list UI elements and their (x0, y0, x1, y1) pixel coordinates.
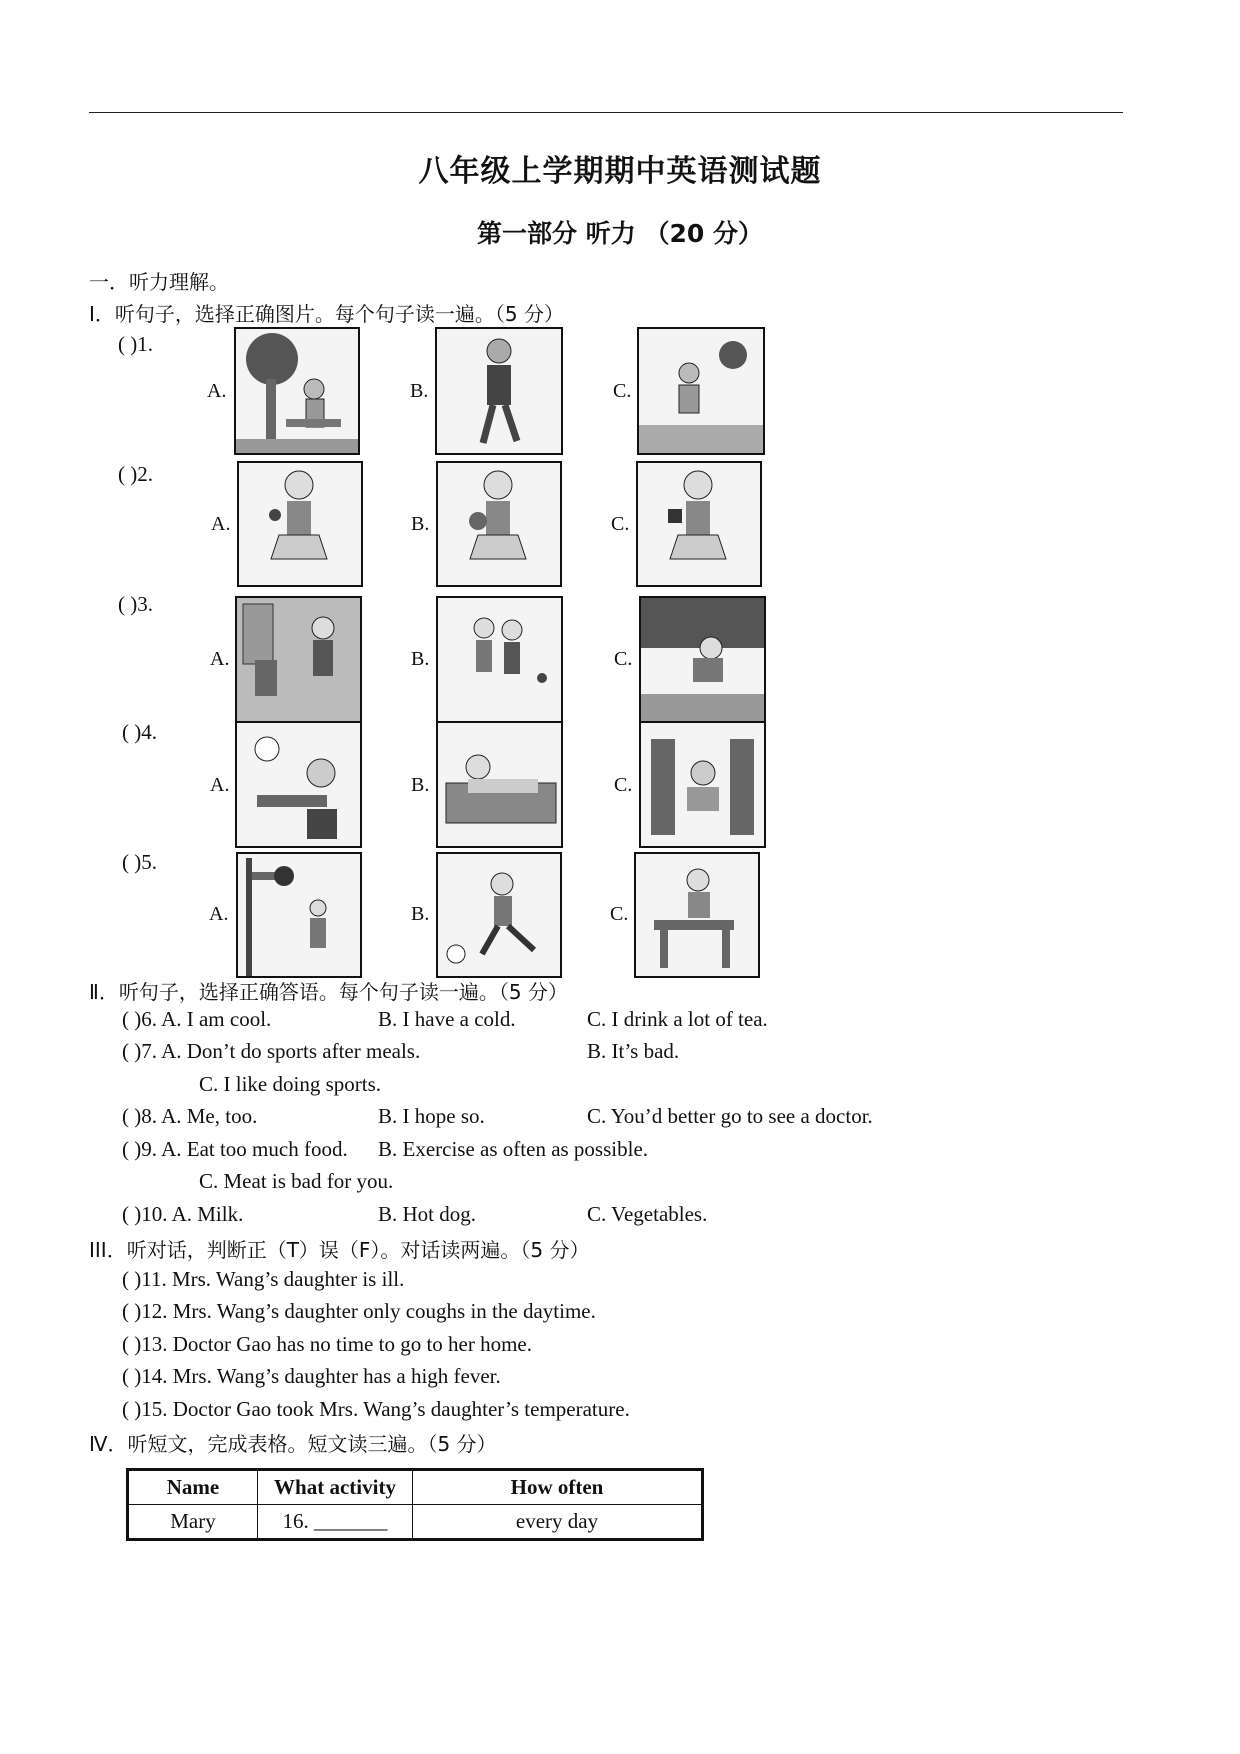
picture-boy-post-office (235, 596, 362, 723)
activity-table (126, 1468, 704, 1541)
picture-girl-window-reading (639, 721, 766, 848)
q10-option-a: ( )10. A. Milk. (122, 1202, 244, 1226)
option-label: A. (211, 513, 231, 535)
q6-option-b: B. I have a cold. (378, 1007, 516, 1031)
page-title: 八年级上学期期中英语测试题 (418, 154, 822, 189)
part1-heading: Ⅰ．听句子，选择正确图片。每个句子读一遍。（5 分） (89, 302, 564, 326)
q8-option-b: B. I hope so. (378, 1104, 485, 1128)
q8-option-a: ( )8. A. Me, too. (122, 1104, 258, 1128)
option-label: A. (207, 380, 227, 402)
picture-girl-lying-bed (436, 721, 563, 848)
section-subtitle: 第一部分 听力 （20 分） (477, 219, 763, 248)
table-cell-how-often: every day (413, 1505, 703, 1540)
table-header-activity: What activity (258, 1470, 413, 1505)
section-one-heading: 一．听力理解。 (89, 270, 229, 294)
question-number: ( )4. (122, 720, 157, 744)
q9-option-b: B. Exercise as often as possible. (378, 1137, 649, 1161)
table-cell-activity-blank: 16. _______ (258, 1505, 413, 1540)
tf-item: ( )14. Mrs. Wang’s daughter has a high fever. (122, 1364, 501, 1388)
question-number: ( )3. (118, 592, 153, 616)
part2-heading: Ⅱ．听句子，选择正确答语。每个句子读一遍。（5 分） (89, 980, 568, 1004)
option-label: B. (411, 648, 430, 670)
question-number: ( )1. (118, 332, 153, 356)
question-number: ( )2. (118, 462, 153, 486)
picture-boy-soccer (436, 852, 562, 978)
part3-heading: III．听对话，判断正（T）误（F）。对话读两遍。（5 分） (89, 1238, 590, 1262)
table-row (128, 1505, 703, 1540)
q10-option-b: B. Hot dog. (378, 1202, 477, 1226)
option-label: B. (411, 513, 430, 535)
q9-option-c: C. Meat is bad for you. (199, 1169, 394, 1193)
table-header-name: Name (128, 1470, 258, 1505)
picture-girl-ball (436, 461, 562, 587)
question-number: ( )5. (122, 850, 157, 874)
picture-girl-reading-sun (235, 721, 362, 848)
q8-option-c: C. You’d better go to see a doctor. (587, 1104, 873, 1128)
option-label: A. (210, 648, 230, 670)
option-label: C. (614, 774, 633, 796)
picture-man-running (435, 327, 563, 455)
option-label: C. (611, 513, 630, 535)
q6-option-c: C. I drink a lot of tea. (587, 1007, 768, 1031)
picture-boy-studying-desk (634, 852, 760, 978)
option-label: A. (209, 903, 229, 925)
q6-option-a: ( )6. A. I am cool. (122, 1007, 272, 1031)
q9-option-a: ( )9. A. Eat too much food. (122, 1137, 348, 1161)
header-rule (89, 112, 1123, 113)
tf-item: ( )15. Doctor Gao took Mrs. Wang’s daughter’s temperature. (122, 1397, 630, 1421)
picture-boy-sweeping-classroom (639, 596, 766, 723)
q7-option-a: ( )7. A. Don’t do sports after meals. (122, 1039, 421, 1063)
option-label: B. (410, 380, 429, 402)
option-label: B. (411, 774, 430, 796)
tf-item: ( )13. Doctor Gao has no time to go to her home. (122, 1332, 532, 1356)
part4-heading: Ⅳ．听短文，完成表格。短文读三遍。（5 分） (89, 1432, 497, 1456)
option-label: A. (210, 774, 230, 796)
option-label: C. (614, 648, 633, 670)
picture-girl-apple (237, 461, 363, 587)
option-label: C. (610, 903, 629, 925)
picture-old-man-park-bench (234, 327, 360, 455)
tf-item: ( )12. Mrs. Wang’s daughter only coughs in the daytime. (122, 1299, 596, 1323)
picture-kids-playing (436, 596, 563, 723)
q7-option-c: C. I like doing sports. (199, 1072, 381, 1096)
picture-girl-book (636, 461, 762, 587)
picture-man-hot-sun (637, 327, 765, 455)
option-label: B. (411, 903, 430, 925)
option-label: C. (613, 380, 632, 402)
q7-option-b: B. It’s bad. (587, 1039, 680, 1063)
q10-option-c: C. Vegetables. (587, 1202, 708, 1226)
table-cell-name: Mary (128, 1505, 258, 1540)
tf-item: ( )11. Mrs. Wang’s daughter is ill. (122, 1267, 405, 1291)
picture-boy-basketball (236, 852, 362, 978)
table-header-how-often: How often (413, 1470, 703, 1505)
